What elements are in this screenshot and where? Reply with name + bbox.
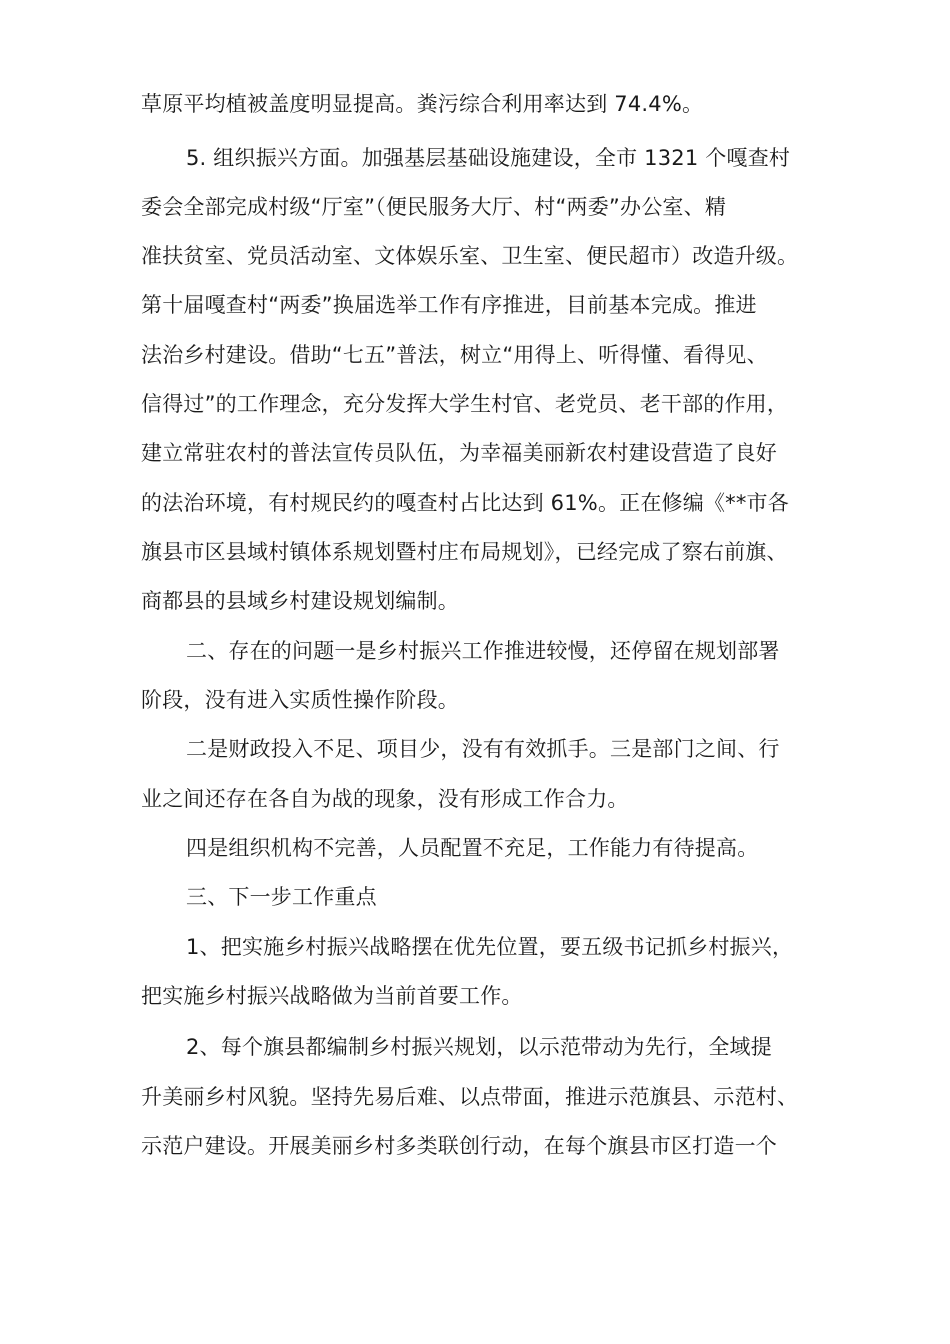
text-line: 升美丽乡村风貌。坚持先易后难、以点带面，推进示范旗县、示范村、 xyxy=(141,1085,799,1109)
text-line: 把实施乡村振兴战略做为当前首要工作。 xyxy=(141,984,523,1008)
text-line: 业之间还存在各自为战的现象，没有形成工作合力。 xyxy=(141,787,629,811)
text-line: 法治乡村建设。借助“七五”普法，树立“用得上、听得懂、看得见、 xyxy=(141,343,768,367)
text-line: 1、把实施乡村振兴战略摆在优先位置，要五级书记抓乡村振兴， xyxy=(186,935,794,959)
text-line: 四是组织机构不完善，人员配置不充足，工作能力有待提高。 xyxy=(186,836,759,860)
section-heading: 三、下一步工作重点 xyxy=(186,885,377,909)
text-line: 第十届嘎查村“两委”换届选举工作有序推进，目前基本完成。推进 xyxy=(141,293,757,317)
text-line: 信得过”的工作理念，充分发挥大学生村官、老党员、老干部的作用， xyxy=(141,392,789,416)
text-line: 委会全部完成村级“厅室”（便民服务大厅、村“两委”办公室、精 xyxy=(141,195,727,219)
text-line: 旗县市区县域村镇体系规划暨村庄布局规划》，已经完成了察右前旗、 xyxy=(141,540,788,564)
text-line: 示范户建设。开展美丽乡村多类联创行动，在每个旗县市区打造一个 xyxy=(141,1134,777,1158)
text-line: 5. 组织振兴方面。加强基层基础设施建设，全市 1321 个嘎查村 xyxy=(186,146,791,170)
text-line: 建立常驻农村的普法宣传员队伍，为幸福美丽新农村建设营造了良好 xyxy=(141,441,777,465)
text-line: 准扶贫室、党员活动室、文体娱乐室、卫生室、便民超市）改造升级。 xyxy=(141,244,799,268)
text-line: 的法治环境，有村规民约的嘎查村占比达到 61%。正在修编《**市各 xyxy=(141,491,789,515)
text-line: 阶段，没有进入实质性操作阶段。 xyxy=(141,688,459,712)
text-line: 2、每个旗县都编制乡村振兴规划，以示范带动为先行，全域提 xyxy=(186,1035,772,1059)
text-line: 二是财政投入不足、项目少，没有有效抓手。三是部门之间、行 xyxy=(186,737,780,761)
text-line: 商都县的县域乡村建设规划编制。 xyxy=(141,589,459,613)
text-line: 二、存在的问题一是乡村振兴工作推进较慢，还停留在规划部署 xyxy=(186,639,780,663)
text-line: 草原平均植被盖度明显提高。粪污综合利用率达到 74.4%。 xyxy=(141,92,704,116)
